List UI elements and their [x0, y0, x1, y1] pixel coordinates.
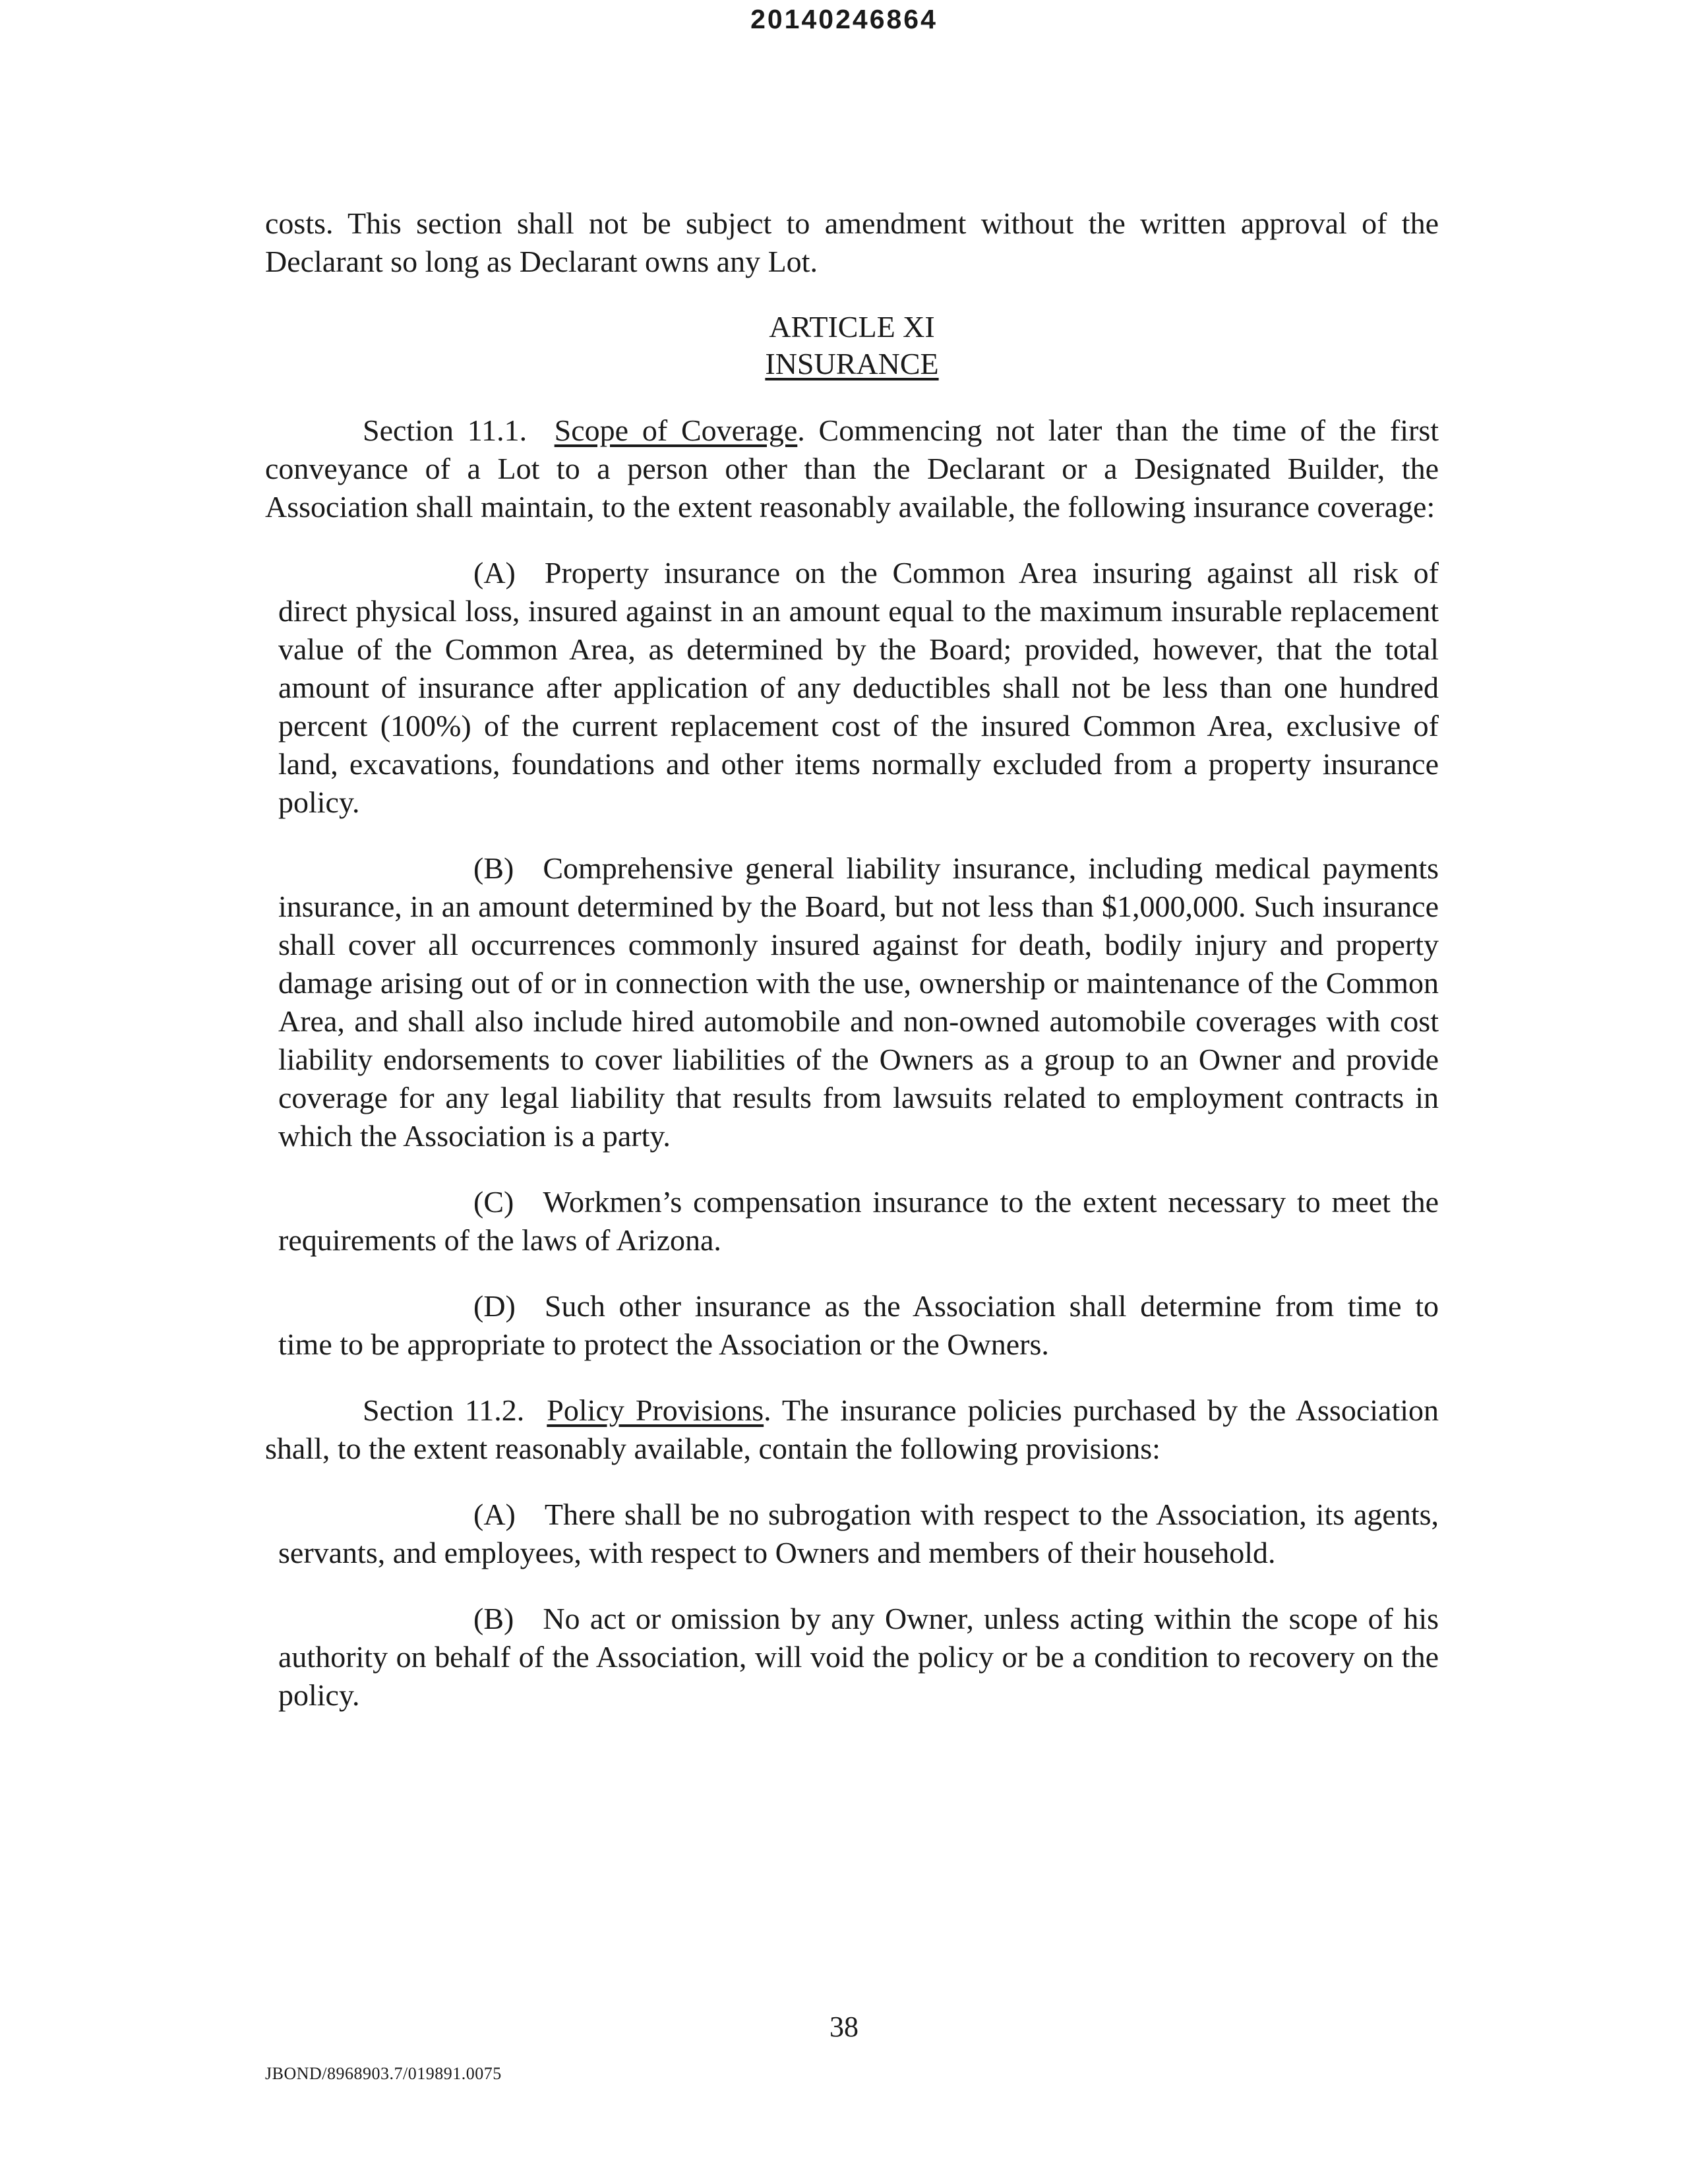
section-11-1-heading: Scope of Coverage [554, 413, 798, 447]
section-11-2-item-b [265, 1600, 1439, 1714]
section-11-1-item-d [265, 1287, 1439, 1364]
item-text: Comprehensive general liability insurance, including medical payments insurance, in an amount determined by the Board, but not less than $1,000,000. Such insurance shall cover all occurrences commonly insured against for death, bodily injury and property damage arising out of or in connection with the use, ownership or maintenance of the Common Area, and shall also include hired automobile and non-owned automobile coverages with cost liability endorsements to cover liabilities of the Owners as a group to an Owner and provide coverage for any legal liability that results from lawsuits related to employment contracts in which the Association is a party. [278, 851, 1439, 1153]
page-number: 38 [829, 2011, 859, 2043]
item-text: Such other insurance as the Association shall determine from time to time to be appropriate to protect the Association or the Owners. [278, 1289, 1439, 1361]
section-11-1-paragraph [265, 411, 1439, 526]
item-label: (B) [473, 1602, 514, 1635]
item-label: (A) [473, 1498, 516, 1531]
section-11-1-prefix: Section 11.1. [363, 413, 528, 447]
section-11-2-item-a [265, 1496, 1439, 1572]
item-label: (B) [473, 851, 514, 885]
item-text: No act or omission by any Owner, unless acting within the scope of his authority on behalf of the Association, will void the policy or be a condition to recovery on the policy. [278, 1602, 1439, 1712]
section-11-1-text: . Commencing not later than the time of the first conveyance of a Lot to a person other than the Declarant or a Designated Builder, the Association shall maintain, to the extent reasonably available, the following insurance coverage: [265, 413, 1439, 524]
article-title [265, 346, 1439, 382]
section-11-2-paragraph [265, 1391, 1439, 1468]
item-label: (D) [473, 1289, 516, 1323]
item-text: Property insurance on the Common Area insuring against all risk of direct physical loss, insured against in an amount equal to the maximum insurable replacement value of the Common Area, as determined by the Board; provided, however, that the total amount of insurance after application of any deductibles shall not be less than one hundred percent (100%) of the current replacement cost of the insured Common Area, exclusive of land, excavations, foundations and other items normally excluded from a property insurance policy. [278, 556, 1439, 819]
item-label: (C) [473, 1185, 514, 1219]
article-heading [265, 309, 1439, 382]
item-text: There shall be no subrogation with respect to the Association, its agents, servants, and employees, with respect to Owners and members of their household. [278, 1498, 1439, 1569]
section-11-1-item-c [265, 1183, 1439, 1259]
intro-paragraph: costs. This section shall not be subject to amendment without the written approval of the Declarant so long as Declarant owns any Lot. [265, 206, 1439, 278]
article-number: ARTICLE XI [769, 310, 935, 344]
section-11-2-text: . The insurance policies purchased by the Association shall, to the extent reasonably available, contain the following provisions: [265, 1393, 1439, 1465]
document-number: 20140246864 [750, 4, 938, 34]
section-11-2-prefix: Section 11.2. [363, 1393, 525, 1427]
item-label: (A) [473, 556, 516, 590]
item-text: Workmen’s compensation insurance to the extent necessary to meet the requirements of the laws of Arizona. [278, 1185, 1439, 1257]
section-11-1-item-b [265, 849, 1439, 1155]
article-title-text: INSURANCE [765, 347, 939, 380]
document-reference: JBOND/8968903.7/019891.0075 [265, 2064, 502, 2083]
section-11-1-item-a [265, 554, 1439, 822]
section-11-2-heading: Policy Provisions [547, 1393, 764, 1427]
page-body [265, 204, 1439, 1742]
